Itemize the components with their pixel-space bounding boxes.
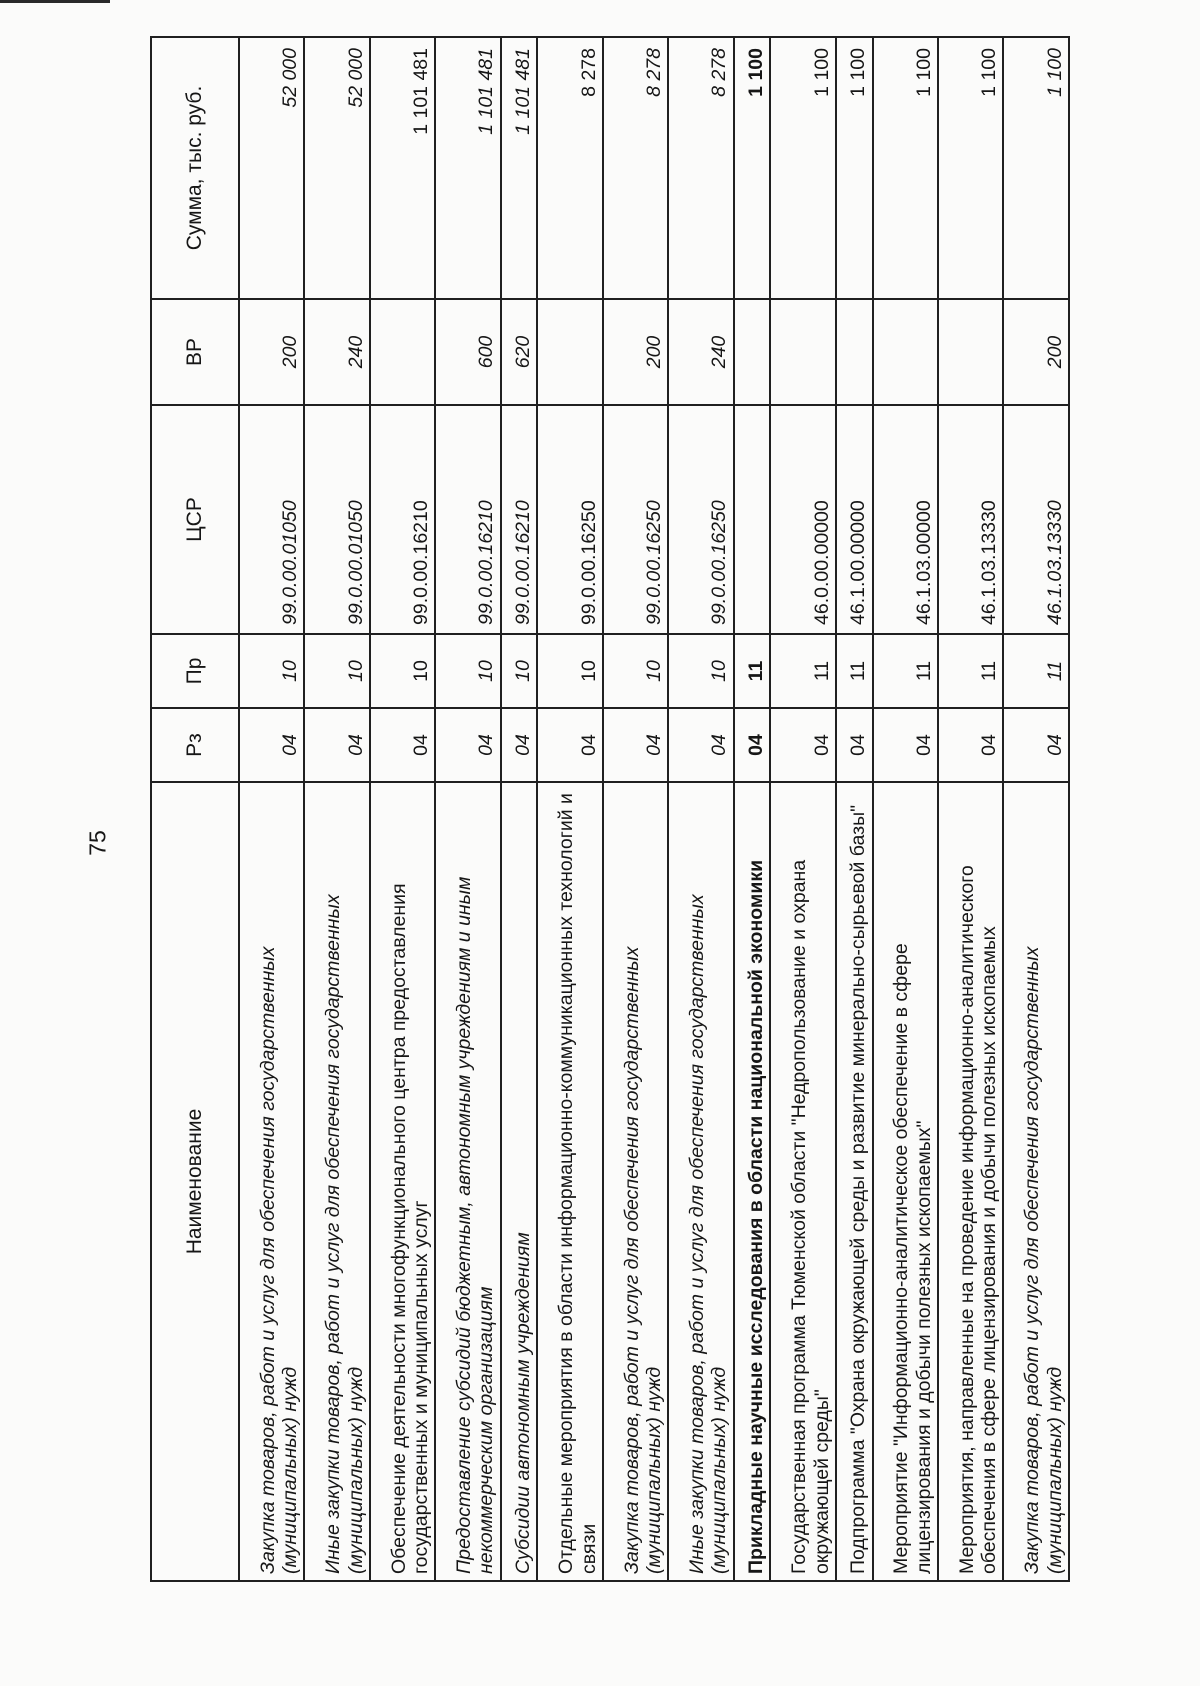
table-row xyxy=(770,37,835,1581)
cell-vr: 240 xyxy=(304,299,369,405)
table-row xyxy=(537,37,602,1581)
cell-csr: 46.1.03.13330 xyxy=(938,405,1003,634)
cell-sum: 1 100 xyxy=(734,37,771,299)
table-row xyxy=(370,37,435,1581)
cell-name: Обеспечение деятельности многофункционального центра предоставления государственных и муниципальных услуг xyxy=(370,782,435,1581)
cell-sum: 1 101 481 xyxy=(370,37,435,299)
cell-sum: 1 100 xyxy=(938,37,1003,299)
table-row xyxy=(938,37,1003,1581)
cell-rz: 04 xyxy=(1003,708,1069,782)
cell-vr: 200 xyxy=(603,299,668,405)
cell-csr: 46.1.03.13330 xyxy=(1003,405,1069,634)
header-pr: Пр xyxy=(151,634,239,708)
cell-pr: 11 xyxy=(734,634,771,708)
header-sum: Сумма, тыс. руб. xyxy=(151,37,239,299)
cell-sum: 1 100 xyxy=(836,37,873,299)
cell-csr: 99.0.00.01050 xyxy=(239,405,304,634)
cell-pr: 11 xyxy=(1003,634,1069,708)
table-row xyxy=(501,37,538,1581)
cell-vr xyxy=(873,299,938,405)
cell-rz: 04 xyxy=(501,708,538,782)
header-csr: ЦСР xyxy=(151,405,239,634)
cell-csr: 99.0.00.16210 xyxy=(501,405,538,634)
header-name: Наименование xyxy=(151,782,239,1581)
cell-name: Иные закупки товаров, работ и услуг для обеспечения государственных (муниципальных) нужд xyxy=(304,782,369,1581)
cell-sum: 1 101 481 xyxy=(435,37,500,299)
cell-name: Закупка товаров, работ и услуг для обеспечения государственных (муниципальных) нужд xyxy=(603,782,668,1581)
header-vr: ВР xyxy=(151,299,239,405)
cell-vr: 620 xyxy=(501,299,538,405)
cell-sum: 52 000 xyxy=(304,37,369,299)
cell-name: Мероприятие "Информационно-аналитическое обеспечение в сфере лицензирования и добычи полезных ископаемых" xyxy=(873,782,938,1581)
cell-rz: 04 xyxy=(239,708,304,782)
cell-name: Закупка товаров, работ и услуг для обеспечения государственных (муниципальных) нужд xyxy=(1003,782,1069,1581)
cell-pr: 10 xyxy=(239,634,304,708)
cell-sum: 8 278 xyxy=(603,37,668,299)
cell-name: Предоставление субсидий бюджетным, автономным учреждениям и иным некоммерческим организациям xyxy=(435,782,500,1581)
table-row xyxy=(603,37,668,1581)
cell-sum: 52 000 xyxy=(239,37,304,299)
cell-csr: 99.0.00.16210 xyxy=(435,405,500,634)
table-row xyxy=(668,37,733,1581)
cell-name: Мероприятия, направленные на проведение информационно-аналитического обеспечения в сфере лицензирования и добычи полезных ископаемых xyxy=(938,782,1003,1581)
cell-name: Закупка товаров, работ и услуг для обеспечения государственных (муниципальных) нужд xyxy=(239,782,304,1581)
cell-csr: 99.0.00.16210 xyxy=(370,405,435,634)
cell-sum: 1 100 xyxy=(873,37,938,299)
cell-vr: 600 xyxy=(435,299,500,405)
table-row xyxy=(239,37,304,1581)
cell-rz: 04 xyxy=(668,708,733,782)
cell-vr xyxy=(370,299,435,405)
table-row xyxy=(1003,37,1069,1581)
cell-rz: 04 xyxy=(873,708,938,782)
cell-rz: 04 xyxy=(304,708,369,782)
cell-pr: 11 xyxy=(836,634,873,708)
cell-sum: 1 100 xyxy=(1003,37,1069,299)
cell-vr xyxy=(770,299,835,405)
cell-vr xyxy=(734,299,771,405)
cell-rz: 04 xyxy=(836,708,873,782)
budget-table xyxy=(150,36,1070,1582)
cell-csr: 99.0.00.16250 xyxy=(537,405,602,634)
cell-name: Подпрограмма "Охрана окружающей среды и развитие минерально-сырьевой базы" xyxy=(836,782,873,1581)
scan-edge-mark xyxy=(0,0,110,3)
cell-rz: 04 xyxy=(370,708,435,782)
table-row xyxy=(435,37,500,1581)
table-row xyxy=(836,37,873,1581)
cell-rz: 04 xyxy=(734,708,771,782)
cell-rz: 04 xyxy=(770,708,835,782)
table-row xyxy=(873,37,938,1581)
table-row xyxy=(304,37,369,1581)
cell-pr: 10 xyxy=(668,634,733,708)
cell-pr: 10 xyxy=(370,634,435,708)
cell-rz: 04 xyxy=(435,708,500,782)
cell-rz: 04 xyxy=(938,708,1003,782)
header-rz: Рз xyxy=(151,708,239,782)
cell-csr: 46.0.00.00000 xyxy=(770,405,835,634)
cell-pr: 11 xyxy=(873,634,938,708)
cell-pr: 10 xyxy=(603,634,668,708)
budget-table-rotated xyxy=(150,48,1070,1582)
cell-sum: 8 278 xyxy=(537,37,602,299)
cell-csr: 46.1.00.00000 xyxy=(836,405,873,634)
cell-name: Отдельные мероприятия в области информационно-коммуникационных технологий и связи xyxy=(537,782,602,1581)
cell-vr xyxy=(938,299,1003,405)
cell-vr: 200 xyxy=(1003,299,1069,405)
cell-pr: 10 xyxy=(537,634,602,708)
cell-csr: 99.0.00.01050 xyxy=(304,405,369,634)
table-header-row xyxy=(151,37,239,1581)
cell-csr: 46.1.03.00000 xyxy=(873,405,938,634)
cell-pr: 11 xyxy=(938,634,1003,708)
cell-rz: 04 xyxy=(537,708,602,782)
cell-pr: 11 xyxy=(770,634,835,708)
cell-sum: 8 278 xyxy=(668,37,733,299)
cell-csr: 99.0.00.16250 xyxy=(603,405,668,634)
cell-vr xyxy=(537,299,602,405)
page-number-text: 75 xyxy=(84,830,111,856)
cell-pr: 10 xyxy=(501,634,538,708)
cell-csr xyxy=(734,405,771,634)
cell-vr: 240 xyxy=(668,299,733,405)
cell-vr: 200 xyxy=(239,299,304,405)
cell-name: Иные закупки товаров, работ и услуг для обеспечения государственных (муниципальных) нужд xyxy=(668,782,733,1581)
cell-name: Субсидии автономным учреждениям xyxy=(501,782,538,1581)
cell-sum: 1 101 481 xyxy=(501,37,538,299)
cell-pr: 10 xyxy=(304,634,369,708)
cell-rz: 04 xyxy=(603,708,668,782)
cell-pr: 10 xyxy=(435,634,500,708)
table-row xyxy=(734,37,771,1581)
cell-sum: 1 100 xyxy=(770,37,835,299)
cell-name: Прикладные научные исследования в области национальной экономики xyxy=(734,782,771,1581)
cell-vr xyxy=(836,299,873,405)
cell-name: Государственная программа Тюменской области "Недропользование и охрана окружающей среды" xyxy=(770,782,835,1581)
cell-csr: 99.0.00.16250 xyxy=(668,405,733,634)
